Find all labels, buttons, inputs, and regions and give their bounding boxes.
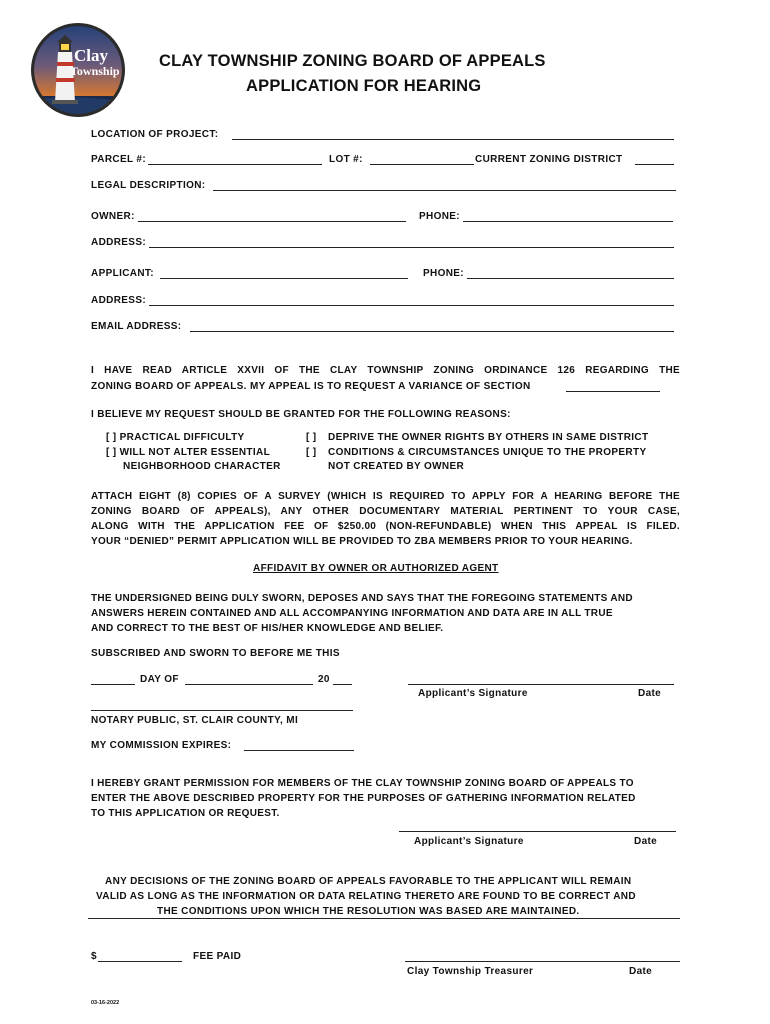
decisions-divider: [88, 918, 680, 919]
month-field[interactable]: [185, 684, 313, 685]
affidavit-line1: THE UNDERSIGNED BEING DULY SWORN, DEPOSES AND SAYS THAT THE FOREGOING STATEMENTS AND: [91, 593, 633, 604]
owner-phone-field[interactable]: [463, 221, 673, 222]
attach-line3: ALONG WITH THE APPLICATION FEE OF $250.00 (NON-REFUNDABLE) WHEN THIS APPEAL IS FILED.: [91, 521, 680, 532]
permission-date-label: Date: [634, 836, 658, 847]
reason-unique-checkbox[interactable]: [ ]: [306, 447, 317, 458]
lot-field[interactable]: [370, 164, 474, 165]
attach-line4: YOUR “DENIED” PERMIT APPLICATION WILL BE PROVIDED TO ZBA MEMBERS PRIOR TO YOUR HEARING.: [91, 536, 633, 547]
day-of-label: DAY OF: [140, 674, 179, 685]
notary-signature-line[interactable]: [91, 710, 353, 711]
applicant-address-field[interactable]: [149, 305, 674, 306]
reason-deprive-checkbox[interactable]: [ ]: [306, 432, 317, 443]
subscribed-text: SUBSCRIBED AND SWORN TO BEFORE ME THIS: [91, 648, 340, 659]
statement-line1: I HAVE READ ARTICLE XXVII OF THE CLAY TOWNSHIP ZONING ORDINANCE 126 REGARDING THE: [91, 365, 680, 376]
parcel-label: PARCEL #:: [91, 154, 147, 165]
owner-address-field[interactable]: [149, 247, 674, 248]
applicant-address-label: ADDRESS:: [91, 295, 147, 306]
reasons-intro: I BELIEVE MY REQUEST SHOULD BE GRANTED FOR THE FOLLOWING REASONS:: [91, 409, 511, 420]
logo-text-township: Township: [70, 64, 120, 78]
page-subtitle: APPLICATION FOR HEARING: [246, 77, 482, 95]
affidavit-signature-label: Applicant’s Signature: [418, 688, 528, 699]
page-title: CLAY TOWNSHIP ZONING BOARD OF APPEALS: [159, 52, 546, 70]
decisions-line2: VALID AS LONG AS THE INFORMATION OR DATA RELATING THERETO ARE FOUND TO BE CORRECT AND: [96, 891, 636, 902]
reason-unique-conditions: CONDITIONS & CIRCUMSTANCES UNIQUE TO THE PROPERTY: [328, 447, 647, 458]
treasurer-date-label: Date: [629, 966, 653, 977]
permission-signature-line[interactable]: [399, 831, 676, 832]
affidavit-line3: AND CORRECT TO THE BEST OF HIS/HER KNOWLEDGE AND BELIEF.: [91, 623, 444, 634]
revision-date: 03-16-2022: [91, 1000, 120, 1006]
notary-label: NOTARY PUBLIC, ST. CLAIR COUNTY, MI: [91, 715, 299, 726]
location-field[interactable]: [232, 139, 674, 140]
attach-line2: ZONING BOARD OF APPEALS), ANY OTHER DOCUMENTARY MATERIAL PERTINENT TO YOUR CASE,: [91, 506, 680, 517]
applicant-phone-label: PHONE:: [423, 268, 464, 279]
applicant-field[interactable]: [160, 278, 408, 279]
permission-line2: ENTER THE ABOVE DESCRIBED PROPERTY FOR THE PURPOSES OF GATHERING INFORMATION RELATED: [91, 793, 636, 804]
applicant-phone-field[interactable]: [467, 278, 674, 279]
treasurer-signature-line[interactable]: [405, 961, 680, 962]
statement-line2: ZONING BOARD OF APPEALS. MY APPEAL IS TO REQUEST A VARIANCE OF SECTION: [91, 381, 531, 392]
affidavit-signature-line[interactable]: [408, 684, 674, 685]
permission-signature-label: Applicant’s Signature: [414, 836, 524, 847]
commission-label: MY COMMISSION EXPIRES:: [91, 740, 232, 751]
decisions-line3: THE CONDITIONS UPON WHICH THE RESOLUTION WAS BASED ARE MAINTAINED.: [157, 906, 580, 917]
owner-field[interactable]: [138, 221, 406, 222]
logo-text-clay: Clay: [74, 46, 108, 65]
fee-paid-label: FEE PAID: [193, 951, 242, 962]
legal-label: LEGAL DESCRIPTION:: [91, 180, 206, 191]
affidavit-heading: AFFIDAVIT BY OWNER OR AUTHORIZED AGENT: [253, 563, 499, 574]
reason-deprive-rights: DEPRIVE THE OWNER RIGHTS BY OTHERS IN SAME DISTRICT: [328, 432, 649, 443]
decisions-line1: ANY DECISIONS OF THE ZONING BOARD OF APPEALS FAVORABLE TO THE APPLICANT WILL REMAIN: [105, 876, 632, 887]
fee-dollar-sign: $: [91, 951, 97, 962]
location-label: LOCATION OF PROJECT:: [91, 129, 219, 140]
reason-not-alter-character-cont: NEIGHBORHOOD CHARACTER: [123, 461, 281, 472]
affidavit-line2: ANSWERS HEREIN CONTAINED AND ALL ACCOMPANYING INFORMATION AND DATA ARE IN ALL TRUE: [91, 608, 613, 619]
reason-practical-difficulty[interactable]: [ ] PRACTICAL DIFFICULTY: [106, 432, 245, 443]
section-field[interactable]: [566, 391, 660, 392]
applicant-label: APPLICANT:: [91, 268, 154, 279]
owner-address-label: ADDRESS:: [91, 237, 147, 248]
zoning-field[interactable]: [635, 164, 674, 165]
reason-not-alter-character[interactable]: [ ] WILL NOT ALTER ESSENTIAL: [106, 447, 271, 458]
township-logo: [30, 22, 126, 118]
fee-amount-field[interactable]: [98, 961, 182, 962]
permission-line1: I HEREBY GRANT PERMISSION FOR MEMBERS OF THE CLAY TOWNSHIP ZONING BOARD OF APPEALS TO: [91, 778, 634, 789]
commission-field[interactable]: [244, 750, 354, 751]
legal-field[interactable]: [213, 190, 676, 191]
attach-line1: ATTACH EIGHT (8) COPIES OF A SURVEY (WHICH IS REQUIRED TO APPLY FOR A HEARING BEFORE THE: [91, 491, 680, 502]
email-field[interactable]: [190, 331, 674, 332]
reason-unique-conditions-cont: NOT CREATED BY OWNER: [328, 461, 465, 472]
owner-label: OWNER:: [91, 211, 135, 222]
year-label: 20: [318, 674, 330, 685]
email-label: EMAIL ADDRESS:: [91, 321, 182, 332]
owner-phone-label: PHONE:: [419, 211, 460, 222]
day-field[interactable]: [91, 684, 135, 685]
parcel-field[interactable]: [148, 164, 322, 165]
affidavit-date-label: Date: [638, 688, 662, 699]
permission-line3: TO THIS APPLICATION OR REQUEST.: [91, 808, 280, 819]
lot-label: LOT #:: [329, 154, 363, 165]
year-field[interactable]: [333, 684, 352, 685]
treasurer-label: Clay Township Treasurer: [407, 966, 534, 977]
zoning-label: CURRENT ZONING DISTRICT: [475, 154, 623, 165]
